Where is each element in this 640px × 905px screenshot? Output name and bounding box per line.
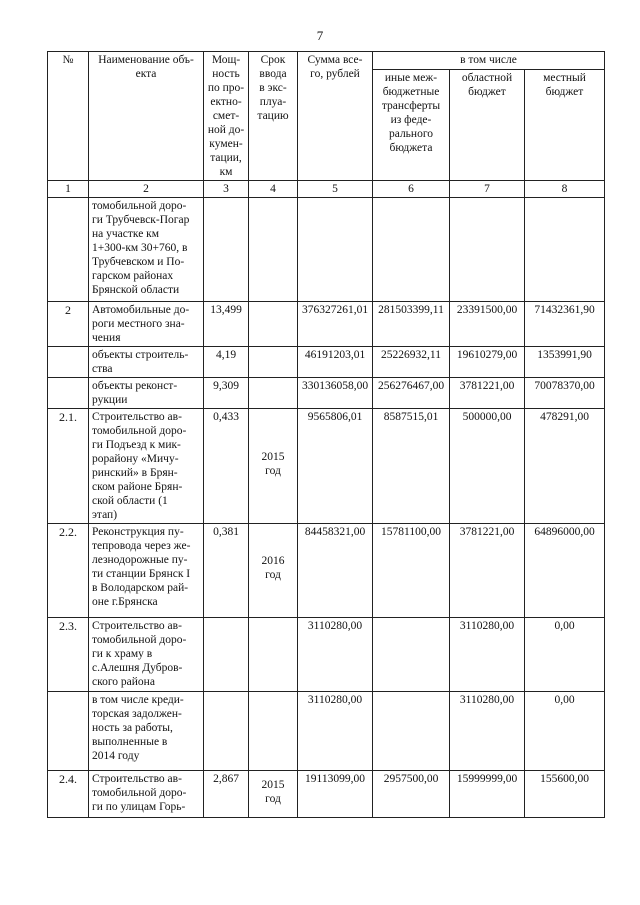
regional-budget: 3110280,00 [450, 618, 525, 692]
commissioning-term [249, 347, 298, 378]
page-number: 7 [316, 28, 324, 43]
row-number: 2.4. [48, 771, 89, 818]
total-sum: 3110280,00 [298, 692, 373, 771]
total-sum: 46191203,01 [298, 347, 373, 378]
commissioning-term [249, 378, 298, 409]
header-sum: Сумма все- го, рублей [298, 52, 373, 181]
commissioning-term [249, 198, 298, 302]
local-budget [525, 198, 605, 302]
header-row [48, 52, 605, 70]
local-budget: 155600,00 [525, 771, 605, 818]
regional-budget: 3781221,00 [450, 524, 525, 618]
row-number [48, 347, 89, 378]
object-name: объекты строитель- ства [89, 347, 204, 378]
row-number [48, 378, 89, 409]
table-row [48, 692, 605, 771]
commissioning-term: 2015 год [249, 409, 298, 524]
federal-transfers [373, 692, 450, 771]
capacity-km: 0,433 [204, 409, 249, 524]
total-sum: 3110280,00 [298, 618, 373, 692]
header-term: Срок ввода в экс- плуа- тацию [249, 52, 298, 181]
local-budget: 64896000,00 [525, 524, 605, 618]
col-number: 6 [373, 181, 450, 198]
commissioning-term: 2015 год [249, 771, 298, 818]
object-name: Строительство ав- томобильной доро- ги Подъезд к мик- рорайону «Мичу- ринский» в Брян- ском районе Брян- ской области (1 этап) [89, 409, 204, 524]
object-name: в том числе креди- торская задолжен- ность за работы, выполненные в 2014 году [89, 692, 204, 771]
federal-transfers: 8587515,01 [373, 409, 450, 524]
header-local: местный бюджет [525, 70, 605, 181]
header-including: в том числе [373, 52, 605, 70]
column-numbers-row [48, 181, 605, 198]
regional-budget: 3781221,00 [450, 378, 525, 409]
col-number: 4 [249, 181, 298, 198]
col-number: 8 [525, 181, 605, 198]
capacity-km [204, 692, 249, 771]
local-budget: 1353991,90 [525, 347, 605, 378]
object-name: объекты реконст- рукции [89, 378, 204, 409]
federal-transfers [373, 618, 450, 692]
commissioning-term [249, 302, 298, 347]
row-number [48, 692, 89, 771]
col-number: 5 [298, 181, 373, 198]
table-row [48, 378, 605, 409]
header-capacity: Мощ- ность по про- ектно- смет- ной до- кумен- тации, км [204, 52, 249, 181]
total-sum: 376327261,01 [298, 302, 373, 347]
capacity-km: 13,499 [204, 302, 249, 347]
total-sum [298, 198, 373, 302]
object-name: Реконструкция пу- тепровода через же- лезнодорожные пу- ти станции Брянск I в Володарском рай- оне г.Брянска [89, 524, 204, 618]
col-number: 2 [89, 181, 204, 198]
regional-budget: 15999999,00 [450, 771, 525, 818]
header-no: № [48, 52, 89, 181]
capacity-km [204, 198, 249, 302]
total-sum: 19113099,00 [298, 771, 373, 818]
row-number: 2.2. [48, 524, 89, 618]
financing-table [47, 51, 605, 818]
federal-transfers: 25226932,11 [373, 347, 450, 378]
total-sum: 330136058,00 [298, 378, 373, 409]
capacity-km: 9,309 [204, 378, 249, 409]
federal-transfers: 15781100,00 [373, 524, 450, 618]
local-budget: 0,00 [525, 618, 605, 692]
capacity-km: 0,381 [204, 524, 249, 618]
local-budget: 478291,00 [525, 409, 605, 524]
commissioning-term [249, 618, 298, 692]
table-row [48, 347, 605, 378]
table-row [48, 198, 605, 302]
local-budget: 0,00 [525, 692, 605, 771]
object-name: Автомобильные до- роги местного зна- чения [89, 302, 204, 347]
header-regional: областной бюджет [450, 70, 525, 181]
row-number: 2.1. [48, 409, 89, 524]
regional-budget: 19610279,00 [450, 347, 525, 378]
federal-transfers: 2957500,00 [373, 771, 450, 818]
federal-transfers: 256276467,00 [373, 378, 450, 409]
col-number: 3 [204, 181, 249, 198]
regional-budget: 23391500,00 [450, 302, 525, 347]
row-number: 2 [48, 302, 89, 347]
federal-transfers [373, 198, 450, 302]
local-budget: 70078370,00 [525, 378, 605, 409]
capacity-km: 2,867 [204, 771, 249, 818]
total-sum: 9565806,01 [298, 409, 373, 524]
header-name: Наименование объ- екта [89, 52, 204, 181]
table-row [48, 618, 605, 692]
table-row [48, 524, 605, 618]
col-number: 1 [48, 181, 89, 198]
federal-transfers: 281503399,11 [373, 302, 450, 347]
commissioning-term: 2016 год [249, 524, 298, 618]
table-row [48, 771, 605, 818]
total-sum: 84458321,00 [298, 524, 373, 618]
commissioning-term [249, 692, 298, 771]
local-budget: 71432361,90 [525, 302, 605, 347]
header-transfers: иные меж- бюджетные трансферты из феде- рального бюджета [373, 70, 450, 181]
regional-budget: 3110280,00 [450, 692, 525, 771]
table-row [48, 409, 605, 524]
capacity-km [204, 618, 249, 692]
regional-budget: 500000,00 [450, 409, 525, 524]
col-number: 7 [450, 181, 525, 198]
object-name: Строительство ав- томобильной доро- ги к храму в с.Алешня Дубров- ского района [89, 618, 204, 692]
row-number [48, 198, 89, 302]
regional-budget [450, 198, 525, 302]
object-name: Строительство ав- томобильной доро- ги по улицам Горь- [89, 771, 204, 818]
capacity-km: 4,19 [204, 347, 249, 378]
object-name: томобильной доро- ги Трубчевск-Погар на участке км 1+300-км 30+760, в Трубчевском и По- гарском районах Брянской области [89, 198, 204, 302]
table-row [48, 302, 605, 347]
row-number: 2.3. [48, 618, 89, 692]
